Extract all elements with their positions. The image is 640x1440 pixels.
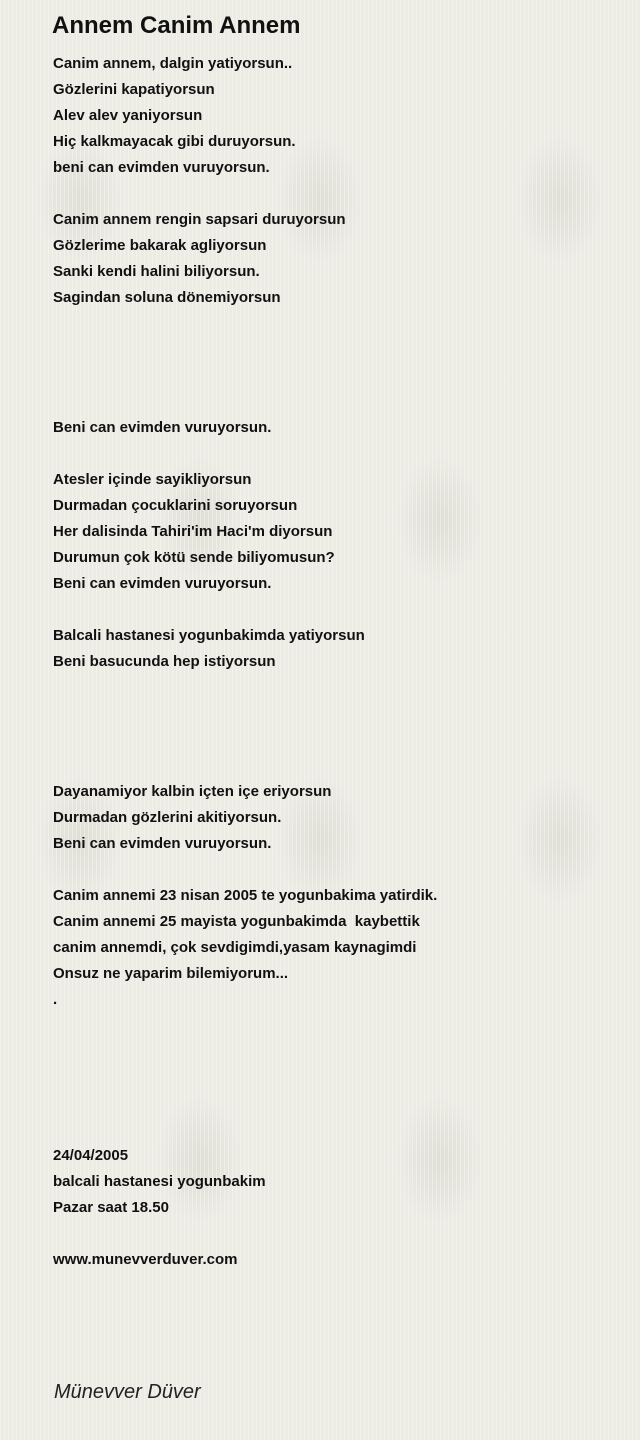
blank-line bbox=[53, 1013, 613, 1039]
blank-line bbox=[53, 1221, 613, 1247]
poem-line: Onsuz ne yaparim bilemiyorum... bbox=[53, 965, 289, 982]
poem-line: Durmadan çocuklarini soruyorsun bbox=[53, 497, 298, 514]
poem-line: Gözlerime bakarak agliyorsun bbox=[53, 237, 267, 254]
blank-line bbox=[53, 857, 613, 883]
poem-line: Beni can evimden vuruyorsun. bbox=[53, 419, 272, 436]
poem-body bbox=[53, 51, 613, 1273]
blank-line bbox=[53, 701, 613, 727]
poem-line: Canim annem rengin sapsari duruyorsun bbox=[53, 211, 346, 228]
blank-line bbox=[53, 337, 613, 363]
poem-line: Her dalisinda Tahiri'im Haci'm diyorsun bbox=[53, 523, 333, 540]
blank-line bbox=[53, 363, 613, 389]
poem-line: . bbox=[53, 991, 58, 1008]
poem-line: Sanki kendi halini biliyorsun. bbox=[53, 263, 260, 280]
poem-line: Atesler içinde sayikliyorsun bbox=[53, 471, 252, 488]
poem-line: www.munevverduver.com bbox=[53, 1251, 238, 1268]
blank-line bbox=[53, 389, 613, 415]
poem-line: Canim annem, dalgin yatiyorsun.. bbox=[53, 55, 293, 72]
author-name: Münevver Düver bbox=[54, 1381, 201, 1403]
poem-line: Beni basucunda hep istiyorsun bbox=[53, 653, 276, 670]
poem-line: Sagindan soluna dönemiyorsun bbox=[53, 289, 281, 306]
blank-line bbox=[53, 597, 613, 623]
blank-line bbox=[53, 311, 613, 337]
blank-line bbox=[53, 675, 613, 701]
poem-line: Alev alev yaniyorsun bbox=[53, 107, 203, 124]
blank-line bbox=[53, 1065, 613, 1091]
poem-line: Hiç kalkmayacak gibi duruyorsun. bbox=[53, 133, 296, 150]
blank-line bbox=[53, 1039, 613, 1065]
poem-line: beni can evimden vuruyorsun. bbox=[53, 159, 270, 176]
poem-line: Dayanamiyor kalbin içten içe eriyorsun bbox=[53, 783, 332, 800]
blank-line bbox=[53, 753, 613, 779]
poem-line: Balcali hastanesi yogunbakimda yatiyorsun bbox=[53, 627, 365, 644]
poem-line: Beni can evimden vuruyorsun. bbox=[53, 575, 272, 592]
poem-line: 24/04/2005 bbox=[53, 1147, 129, 1164]
poem-line: Canim annemi 25 mayista yogunbakimda kaybettik bbox=[53, 913, 420, 930]
poem-line: canim annemdi, çok sevdigimdi,yasam kaynagimdi bbox=[53, 939, 417, 956]
poem-line: Pazar saat 18.50 bbox=[53, 1199, 169, 1216]
blank-line bbox=[53, 1091, 613, 1117]
poem-line: Gözlerini kapatiyorsun bbox=[53, 81, 215, 98]
poem-line: Durmadan gözlerini akitiyorsun. bbox=[53, 809, 282, 826]
blank-line bbox=[53, 727, 613, 753]
blank-line bbox=[53, 181, 613, 207]
poem-title: Annem Canim Annem bbox=[52, 12, 301, 39]
poem-line: balcali hastanesi yogunbakim bbox=[53, 1173, 266, 1190]
poem-line: Durumun çok kötü sende biliyomusun? bbox=[53, 549, 335, 566]
poem-line: Canim annemi 23 nisan 2005 te yogunbakima yatirdik. bbox=[53, 887, 438, 904]
poem-line: Beni can evimden vuruyorsun. bbox=[53, 835, 272, 852]
blank-line bbox=[53, 441, 613, 467]
blank-line bbox=[53, 1117, 613, 1143]
